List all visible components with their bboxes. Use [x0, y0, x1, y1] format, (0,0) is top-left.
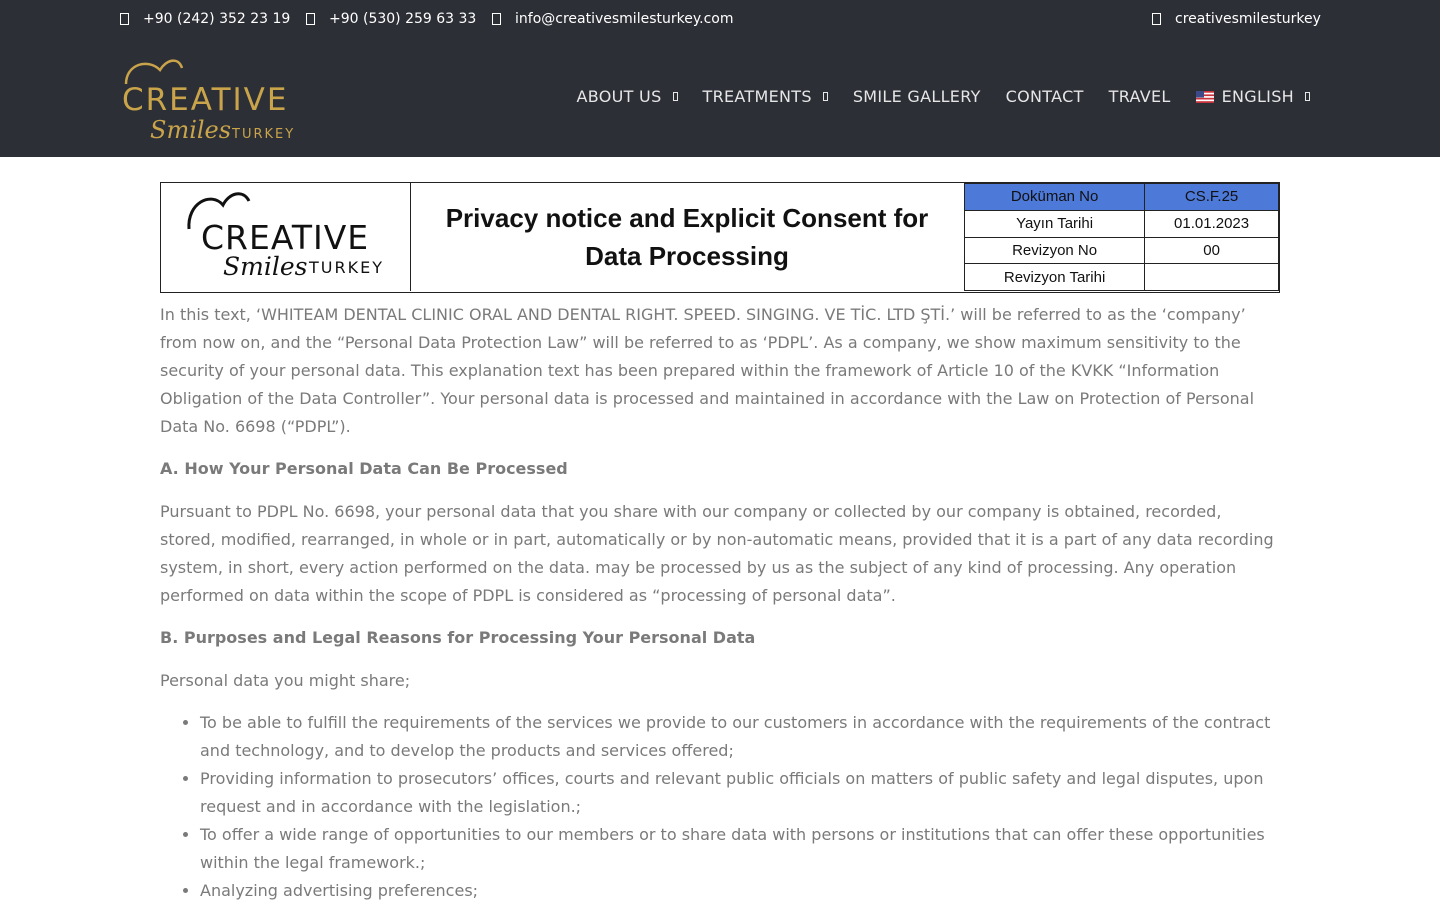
email-address: info@creativesmilesturkey.com — [515, 11, 734, 27]
privacy-content — [160, 301, 1280, 905]
phone-link-1[interactable] — [120, 11, 290, 27]
section-b-paragraph: Personal data you might share; — [160, 671, 411, 690]
nav-contact[interactable] — [1006, 87, 1084, 106]
main-navigation — [551, 87, 1310, 106]
chevron-down-icon — [1305, 92, 1310, 101]
nav-travel-label: TRAVEL — [1108, 87, 1171, 106]
site-logo[interactable] — [120, 54, 305, 146]
section-heading-a: A. How Your Personal Data Can Be Processed — [160, 459, 568, 478]
nav-travel[interactable] — [1109, 87, 1171, 106]
table-cell-label: Yayın Tarihi — [965, 210, 1145, 237]
table-cell-label: Doküman No — [965, 184, 1145, 211]
logo-tooth-mark — [126, 61, 182, 84]
phone-icon — [120, 13, 129, 25]
table-cell-value — [1145, 264, 1279, 291]
instagram-handle: creativesmilesturkey — [1175, 11, 1321, 27]
phone-link-2[interactable] — [306, 11, 476, 27]
nav-contact-label: CONTACT — [1005, 87, 1084, 106]
whatsapp-icon — [306, 13, 315, 25]
table-cell-label: Revizyon Tarihi — [965, 264, 1145, 291]
instagram-icon — [1152, 13, 1161, 25]
purposes-list — [160, 709, 1280, 905]
document-title: Privacy notice and Explicit Consent for Data Processing — [445, 203, 929, 271]
nav-treatments-label: TREATMENTS — [702, 87, 812, 106]
phone-number-1: +90 (242) 352 23 19 — [143, 11, 291, 27]
top-contact-bar — [0, 0, 1440, 40]
chevron-down-icon — [823, 92, 828, 101]
table-row — [965, 237, 1279, 264]
section-a-paragraph: Pursuant to PDPL No. 6698, your personal data that you share with our company or collected by our company is obtained, recorded, stored, modified, rearranged, in whole or in part, automatically or by non-automatic means, provided that it is a part of any data recording system, in short, every action performed on the data. may be processed by us as the subject of any kind of processing. Any operation performed on data within the scope of PDPL is considered as “processing of personal data”. — [160, 502, 1274, 605]
section-heading-b: B. Purposes and Legal Reasons for Processing Your Personal Data — [160, 628, 756, 647]
list-item: • Providing information to prosecutors’ offices, courts and relevant public officials on matters of public safety and legal disputes, upon request and in accordance with the legislation.; — [200, 765, 1280, 821]
list-item: • Analyzing advertising preferences; — [200, 877, 1280, 905]
table-cell-value: CS.F.25 — [1145, 184, 1279, 211]
us-flag-icon — [1196, 91, 1214, 103]
table-row — [965, 210, 1279, 237]
nav-language-label: ENGLISH — [1221, 87, 1294, 106]
site-header — [0, 40, 1440, 157]
email-link[interactable] — [492, 11, 733, 27]
logo-text-turkey: TURKEY — [232, 127, 296, 142]
table-cell-value: 01.01.2023 — [1145, 210, 1279, 237]
intro-paragraph: In this text, ‘WHITEAM DENTAL CLINIC ORAL AND DENTAL RIGHT. SPEED. SINGING. VE TİC. LTD ŞTİ.’ will be referred to as the ‘company’ from now on, and the “Personal Data Protection Law” will be referred to as ‘PDPL’. As a company, we show maximum sensitivity to the security of your personal data. This explanation text has been prepared within the framework of Article 10 of the KVKK “Information Obligation of the Data Controller”. Your personal data is processed and maintained in accordance with the Law on Protection of Personal Data No. 6698 (“PDPL”). — [160, 305, 1255, 436]
document-header-image — [160, 182, 1280, 293]
list-item: • To be able to fulfill the requirements of the services we provide to our customers in accordance with the requirements of the contract and technology, and to develop the products and services offered; — [200, 709, 1280, 765]
nav-about-us[interactable] — [576, 87, 677, 106]
document-info-table — [964, 183, 1279, 291]
table-row — [965, 264, 1279, 291]
table-row — [965, 184, 1279, 211]
envelope-icon — [492, 13, 501, 25]
chevron-down-icon — [673, 92, 678, 101]
nav-smile-gallery-label: SMILE GALLERY — [852, 87, 981, 106]
document-logo-text-turkey: TURKEY — [309, 258, 384, 277]
document-logo — [161, 183, 411, 291]
instagram-link[interactable] — [1152, 11, 1321, 27]
table-cell-value: 00 — [1145, 237, 1279, 264]
nav-about-us-label: ABOUT US — [576, 87, 662, 106]
nav-treatments[interactable] — [703, 87, 828, 106]
nav-language-selector[interactable] — [1196, 87, 1310, 106]
document-logo-text-creative: CREATIVE — [201, 218, 370, 257]
table-cell-label: Revizyon No — [965, 237, 1145, 264]
phone-number-2: +90 (530) 259 63 33 — [329, 11, 477, 27]
logo-text-smiles: Smiles — [150, 116, 232, 144]
logo-text-creative: CREATIVE — [122, 82, 289, 118]
nav-smile-gallery[interactable] — [853, 87, 981, 106]
list-item: • To offer a wide range of opportunities to our members or to share data with persons or institutions that can offer these opportunities within the legal framework.; — [200, 821, 1280, 877]
document-logo-text-smiles: Smiles — [223, 252, 308, 281]
